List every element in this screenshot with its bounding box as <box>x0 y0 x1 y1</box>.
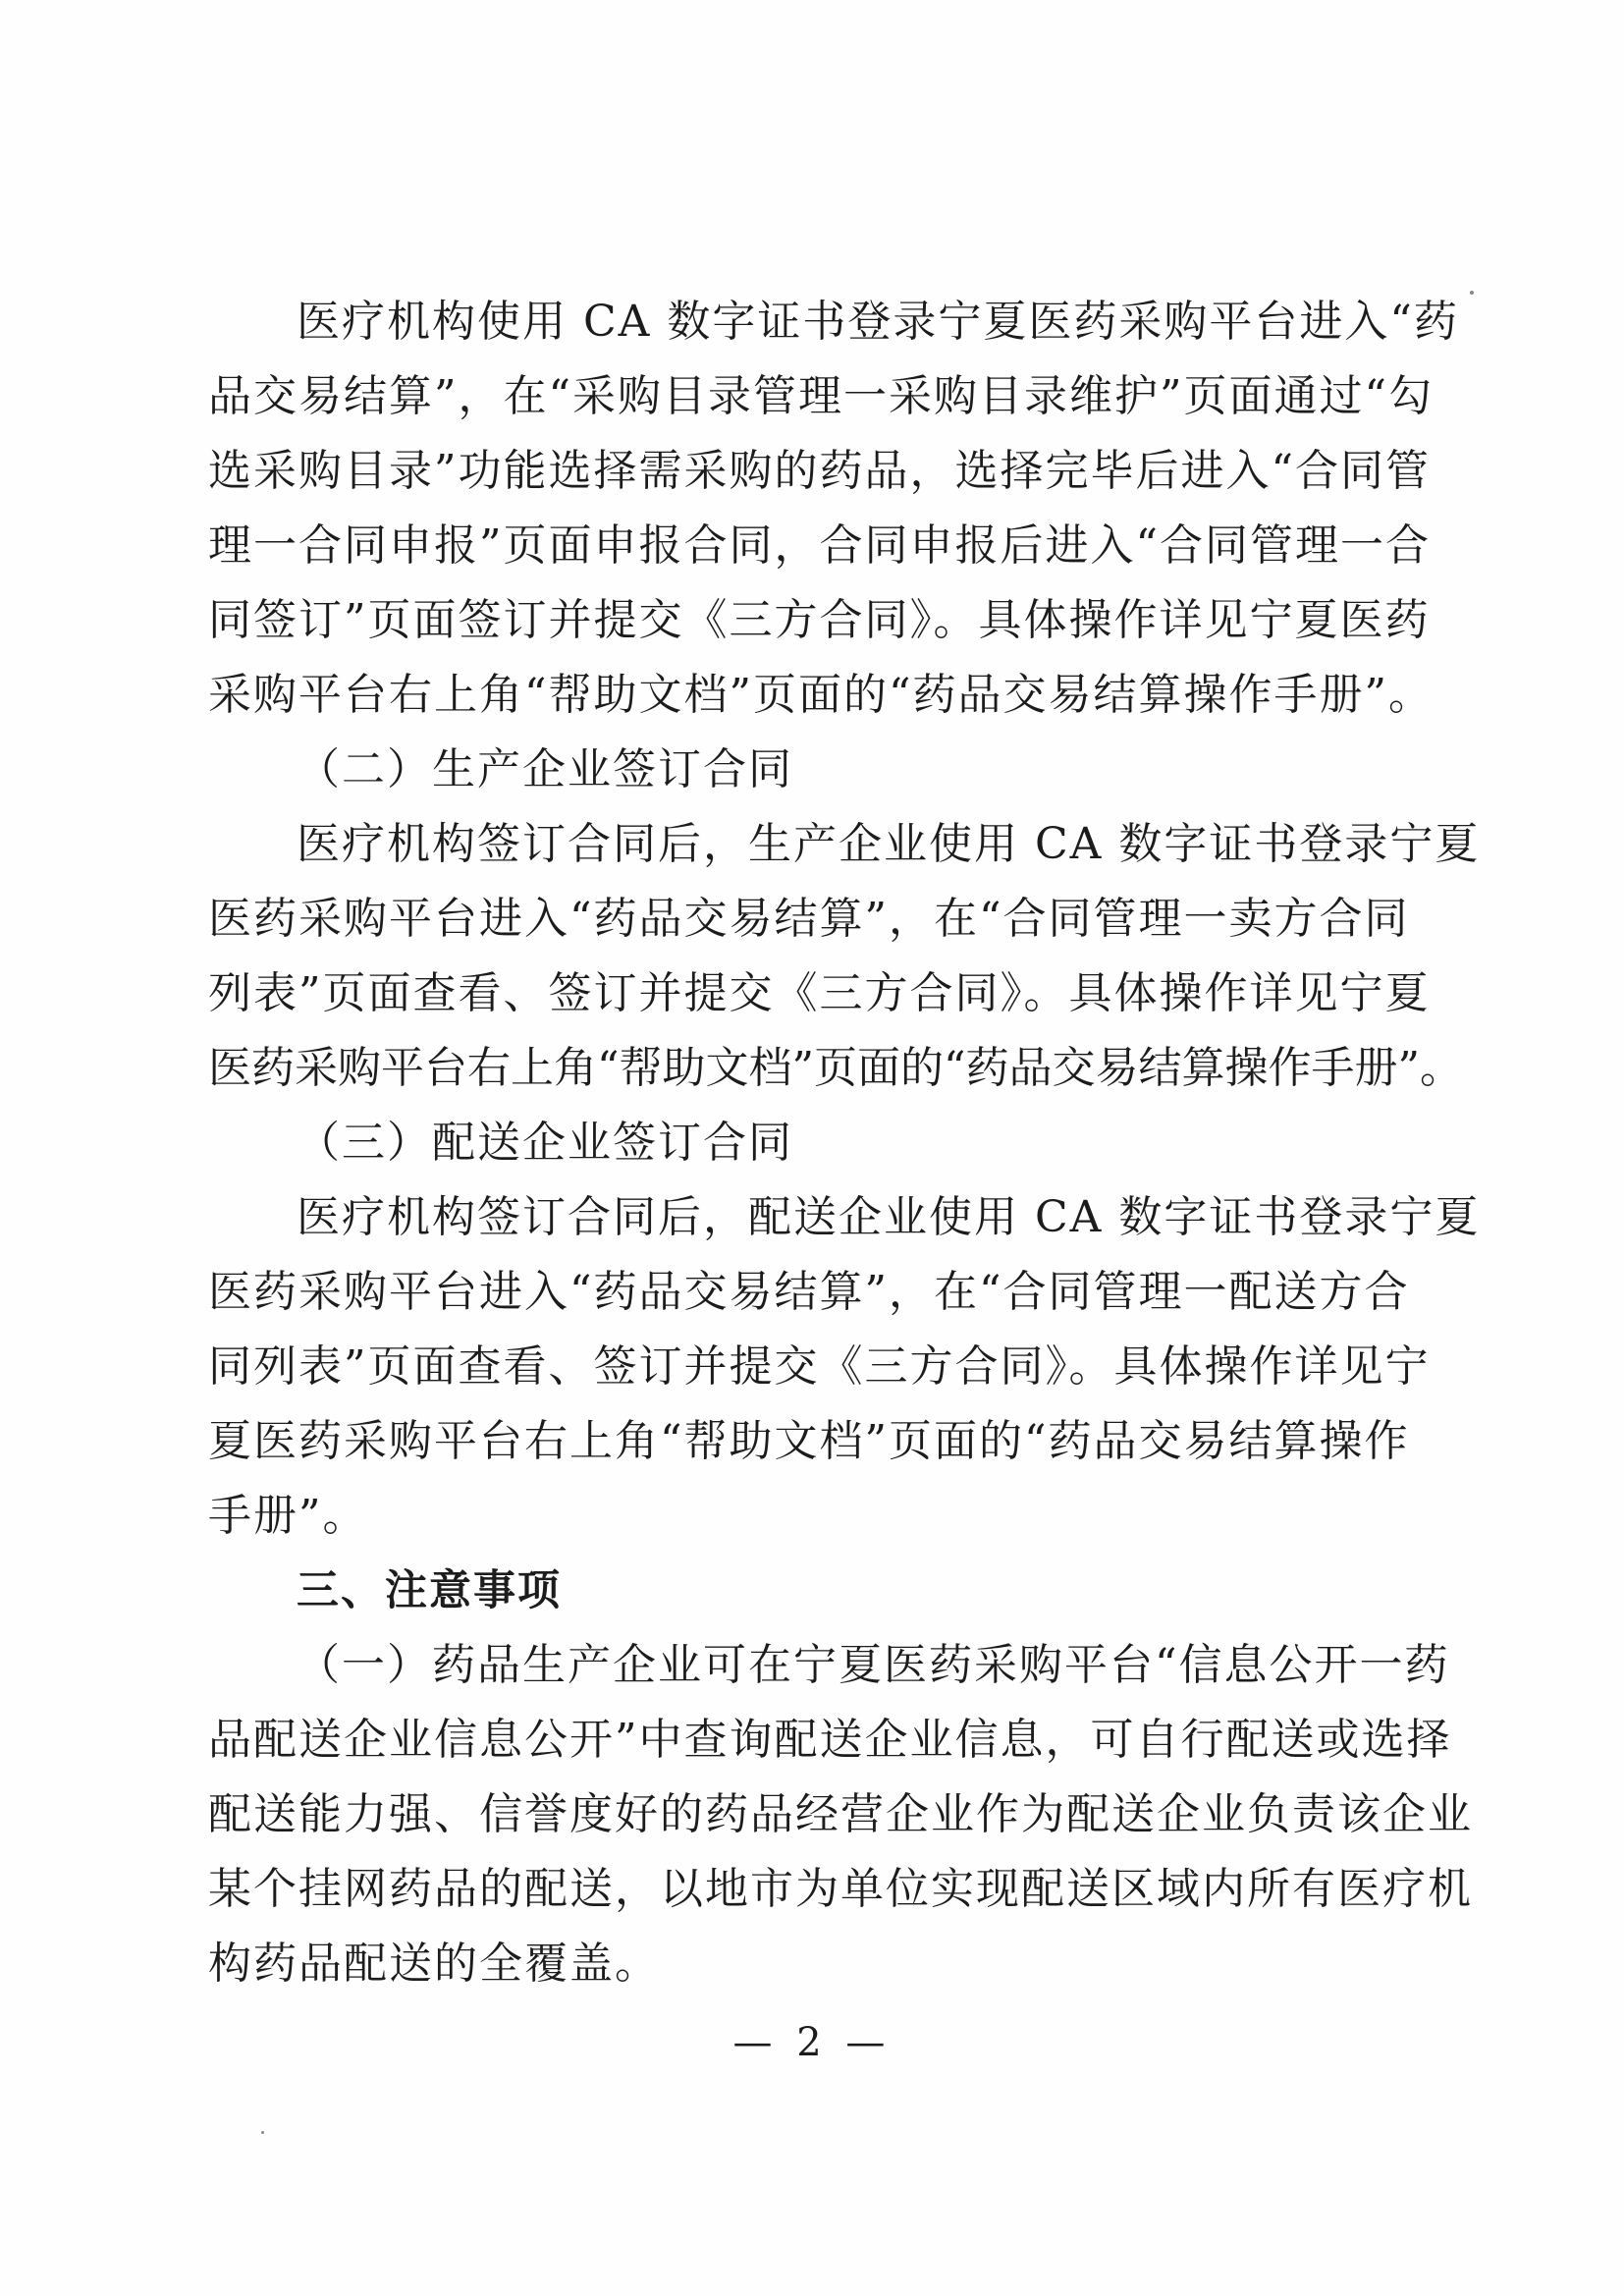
paragraph-line: 选采购目录”功能选择需采购的药品，选择完毕后进入“合同管 <box>208 446 1431 496</box>
paragraph-line: 医药采购平台右上角“帮助文档”页面的“药品交易结算操作手册”。 <box>208 1043 1463 1093</box>
paragraph-line: 采购平台右上角“帮助文档”页面的“药品交易结算操作手册”。 <box>208 670 1434 720</box>
section-heading-bold: 三、注意事项 <box>297 1566 562 1615</box>
paragraph-line: 手册”。 <box>208 1491 368 1541</box>
paragraph-line: 列表”页面查看、签订并提交《三方合同》。具体操作详见宁夏 <box>208 968 1431 1018</box>
paragraph-line: 配送能力强、信誉度好的药品经营企业作为配送企业负责该企业 <box>208 1789 1473 1839</box>
scan-speck <box>1470 291 1474 295</box>
paragraph-line: 品配送企业信息公开”中查询配送企业信息，可自行配送或选择 <box>208 1715 1452 1765</box>
paragraph-line: 同签订”页面签订并提交《三方合同》。具体操作详见宁夏医药 <box>208 595 1431 645</box>
paragraph-line: （一）药品生产企业可在宁夏医药采购平台“信息公开一药 <box>297 1640 1450 1690</box>
paragraph-line: 同列表”页面查看、签订并提交《三方合同》。具体操作详见宁 <box>208 1341 1431 1392</box>
paragraph-line: 医药采购平台进入“药品交易结算”，在“合同管理一配送方合 <box>208 1267 1410 1317</box>
paragraph-line: 理一合同申报”页面申报合同，合同申报后进入“合同管理一合 <box>208 520 1431 571</box>
paragraph-line: 医药采购平台进入“药品交易结算”，在“合同管理一卖方合同 <box>208 894 1410 944</box>
paragraph-line: 品交易结算”，在“采购目录管理一采购目录维护”页面通过“勾 <box>208 371 1434 421</box>
page-number: — 2 — <box>732 2020 892 2065</box>
paragraph-line: 构药品配送的全覆盖。 <box>208 1939 660 1989</box>
paragraph-line: 医疗机构签订合同后，配送企业使用 CA 数字证书登录宁夏 <box>297 1192 1481 1242</box>
paragraph-line: 某个挂网药品的配送，以地市为单位实现配送区域内所有医疗机 <box>208 1864 1473 1914</box>
section-heading: （三）配送企业签订合同 <box>297 1118 793 1168</box>
scan-speck <box>261 2131 264 2134</box>
paragraph-line: 夏医药采购平台右上角“帮助文档”页面的“药品交易结算操作 <box>208 1416 1410 1466</box>
paragraph-line: 医疗机构使用 CA 数字证书登录宁夏医药采购平台进入“药 <box>297 297 1459 347</box>
paragraph-line: 医疗机构签订合同后，生产企业使用 CA 数字证书登录宁夏 <box>297 819 1481 869</box>
section-heading: （二）生产企业签订合同 <box>297 744 793 794</box>
